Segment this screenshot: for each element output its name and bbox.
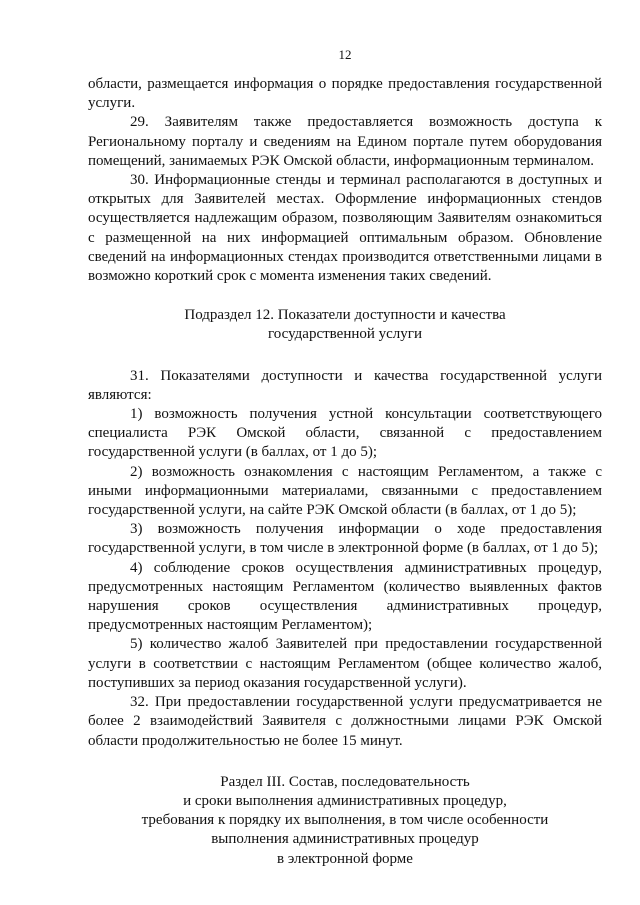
list-item-5: 5) количество жалоб Заявителей при предоставлении государственной услуги в соответствии с настоящим Регламентом (общее количество жалоб, поступивших за период оказания государственной услуги). [88, 636, 602, 691]
paragraph-32: 32. При предоставлении государственной услуги предусматривается не более 2 взаимодействий Заявителя с должностными лицами РЭК Омской области продолжительностью не более 15 минут. [88, 694, 602, 749]
subsection-heading-line-1: Подраздел 12. Показатели доступности и качества [184, 307, 506, 324]
section-heading-line-4: выполнения административных процедур [211, 831, 479, 848]
paragraph-30: 30. Информационные стенды и терминал располагаются в доступных и открытых для Заявителей местах. Оформление информационных стендов осуществляется надлежащим образом, позволяющим Заявителям ознакомиться с размещенной на них информацией оптимальным образом. Обновление сведений на информационных стендах производится ответственными лицами в возможно короткий срок с момента изменения таких сведений. [88, 172, 602, 285]
list-item-3: 3) возможность получения информации о ходе предоставления государственной услуги, в том числе в электронной форме (в баллах, от 1 до 5); [88, 521, 602, 557]
document-body [88, 75, 602, 869]
section-heading-line-2: и сроки выполнения административных процедур, [183, 792, 507, 809]
list-item-2: 2) возможность ознакомления с настоящим Регламентом, а также с иными информационными материалами, связанными с предоставлением государственной услуги, на сайте РЭК Омской области (в баллах, от 1 до 5); [88, 463, 602, 519]
page-number: 12 [338, 47, 352, 62]
section-heading-line-5: в электронной форме [277, 850, 413, 867]
paragraph-29: 29. Заявителям также предоставляется возможность доступа к Региональному порталу и сведениям на Едином портале путем оборудования помещений, занимаемых РЭК Омской области, информационным терминалом. [88, 114, 602, 169]
paragraph-31: 31. Показателями доступности и качества государственной услуги являются: [88, 367, 602, 403]
paragraph-continuation: области, размещается информация о порядке предоставления государственной услуги. [88, 76, 602, 112]
list-item-1: 1) возможность получения устной консультации соответствующего специалиста РЭК Омской области, связанной с предоставлением государственной услуги (в баллах, от 1 до 5); [88, 406, 602, 461]
subsection-heading-line-2: государственной услуги [268, 326, 422, 343]
section-heading-line-3: требования к порядку их выполнения, в том числе особенности [141, 812, 549, 829]
section-heading-line-1: Раздел III. Состав, последовательность [220, 773, 470, 790]
list-item-4: 4) соблюдение сроков осуществления административных процедур, предусмотренных настоящим Регламентом (количество выявленных фактов нарушения сроков осуществления административных процедур, предусмотренных настоящим Регламентом); [88, 559, 602, 634]
